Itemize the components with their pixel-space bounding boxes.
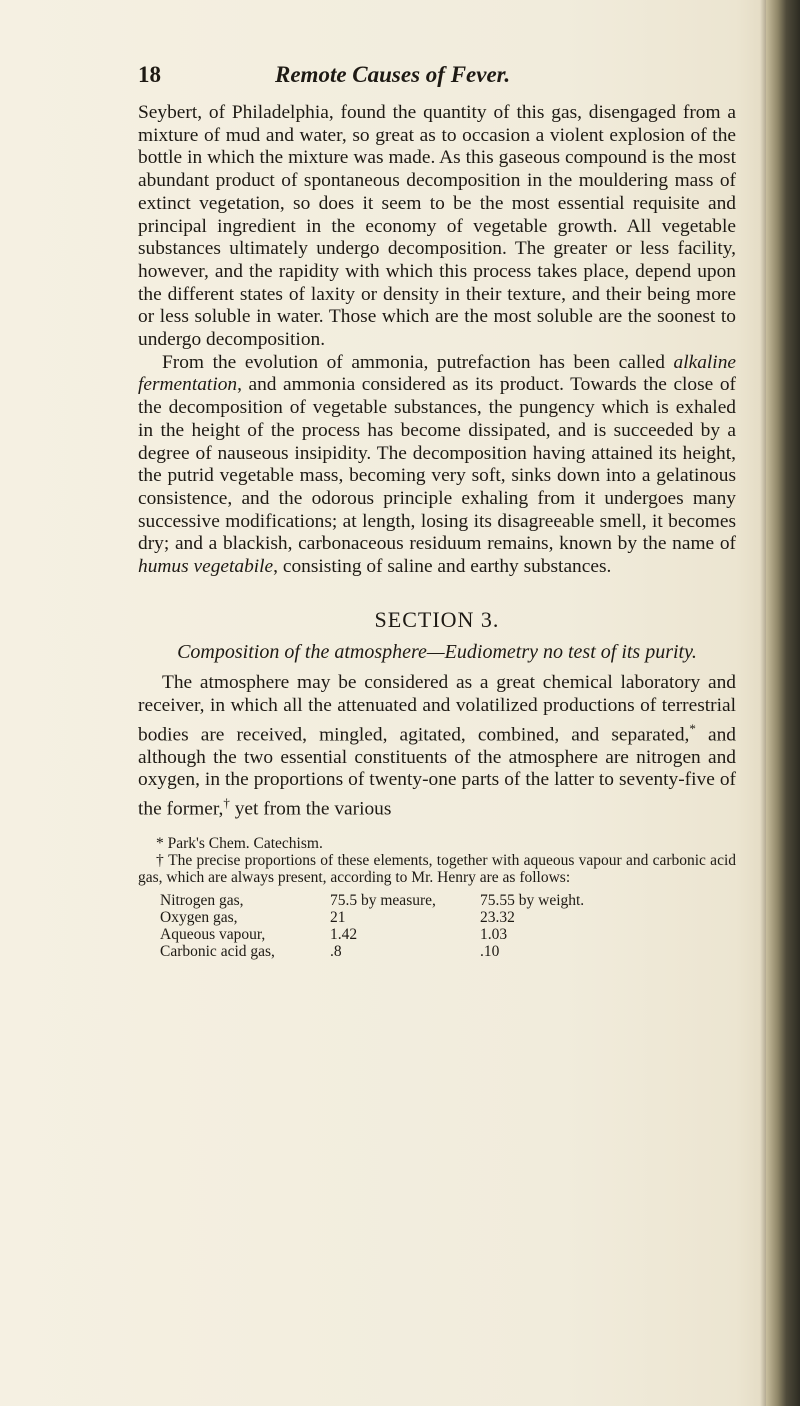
page-header — [138, 62, 738, 96]
gas-proportions-table — [160, 892, 640, 960]
footnote-2: † The precise proportions of these elements, together with aqueous vapour and carbonic acid gas, which are always present, according to Mr. Henry are as follows: — [138, 852, 736, 887]
footnote-1: * Park's Chem. Catechism. — [156, 835, 323, 853]
table-row — [160, 909, 640, 926]
table-cell: 1.42 — [330, 926, 358, 944]
footnote-mark-2: † — [223, 795, 230, 811]
section-heading: SECTION 3. — [374, 606, 500, 632]
table-cell: Carbonic acid gas, — [160, 943, 275, 961]
paragraph-2-text-a: From the evolution of ammonia, putrefaction has been called — [162, 351, 674, 373]
table-cell: Aqueous vapour, — [160, 926, 266, 944]
table-cell: Oxygen gas, — [160, 909, 238, 927]
page-body — [138, 102, 736, 960]
table-row — [160, 943, 640, 960]
paragraph-2 — [138, 352, 736, 579]
paragraph-1-text: Seybert, of Philadelphia, found the quantity of this gas, disengaged from a mixture of mud and water, so great as to occasion a violent explosion of the bottle in which the mixture was made. As this gaseous compound is the most abundant product of spontaneous decomposition in the mouldering mass of extinct vegetation, so does it seem to be the most essential requisite and principal ingredient in the economy of vegetable growth. All vegetable substances ultimately undergo decomposition. The greater or less facility, however, and the rapidity with which this process takes place, depend upon the different states of laxity or density in their texture, and their being more or less soluble in water. Those which are the most soluble are the soonest to undergo decomposition. — [138, 102, 736, 351]
paragraph-2-text-c: , consisting of saline and earthy substances. — [273, 556, 612, 578]
table-cell: 23.32 — [480, 909, 515, 927]
table-cell: 21 — [330, 909, 346, 927]
paragraph-3 — [138, 672, 736, 821]
paragraph-3-text-a: The atmosphere may be considered as a great chemical laboratory and receiver, in which all the attenuated and volatilized productions of terrestrial bodies are received, mingled, agitated, combined, and separated, — [138, 672, 736, 746]
paragraph-3-text-b: and although the two essential constituents of the atmosphere are nitrogen and oxygen, in the proportions of twenty-one parts of the latter to seventy-five of the former, — [138, 724, 736, 820]
footnote-mark-1: * — [689, 720, 696, 736]
italic-term-humus-vegetabile: humus vegetabile — [138, 556, 274, 578]
book-binding — [766, 0, 800, 1406]
paragraph-1 — [138, 102, 736, 352]
table-cell: .8 — [330, 943, 342, 961]
running-title: Remote Causes of Fever. — [275, 62, 511, 87]
table-cell: 1.03 — [480, 926, 508, 944]
paragraph-2-text-b: , and ammonia considered as its product. Towards the close of the decomposition of vegetable substances, the pungency which is exhaled in the height of the process has become dissipated, and is succeeded by a degree of nauseous insipidity. The decomposition having attained its height, the putrid vegetable mass, becoming very soft, sinks down into a gelatinous consistence, and the odorous principle exhaling from it undergoes many successive modifications; at length, losing its disagreeable smell, it becomes dry; and a blackish, carbonaceous residuum remains, known by the name of — [138, 374, 736, 555]
page-number: 18 — [138, 62, 161, 87]
section-subtitle: Composition of the atmosphere—Eudiometry no test of its purity. — [177, 641, 697, 664]
table-cell: 75.5 by measure, — [330, 892, 436, 910]
paragraph-3-text-c: yet from the various — [229, 798, 392, 820]
italic-term-alkaline-fermentation: alkaline fermentation — [138, 351, 736, 396]
table-cell: Nitrogen gas, — [160, 892, 244, 910]
table-row — [160, 926, 640, 943]
footnotes — [138, 835, 736, 960]
table-cell: 75.55 by weight. — [480, 892, 585, 910]
table-cell: .10 — [480, 943, 500, 961]
table-row — [160, 892, 640, 909]
